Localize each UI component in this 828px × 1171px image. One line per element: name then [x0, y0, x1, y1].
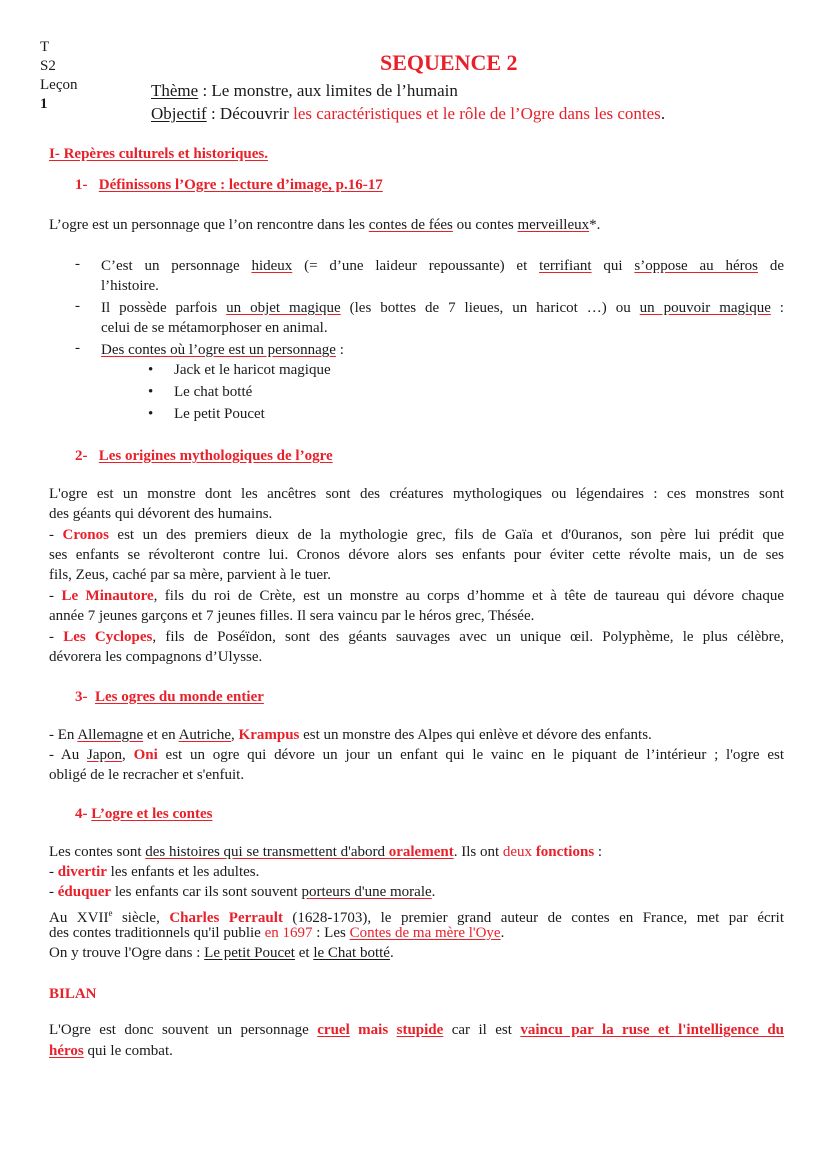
tales-line-3	[49, 882, 784, 903]
objective-line	[151, 103, 665, 125]
section-heading: I- Repères culturels et historiques.	[49, 146, 269, 162]
text: est un ogre qui dévore un jour un enfant qui le vainc en le piquant de l’intérieur ; l'ogre est	[157, 747, 785, 763]
highlight: terrifiant	[539, 258, 592, 274]
text: , fils de Poséïdon, sont des géants sauvages avec un unique œil. Polyphème, le plus célèbre,	[152, 629, 785, 645]
text: .	[500, 925, 505, 941]
keyword: mais	[349, 1022, 397, 1038]
paragraph-line: dévorera les compagnons d’Ulysse.	[49, 649, 263, 665]
keyword: Cronos	[62, 527, 109, 543]
keyword: fonctions	[535, 844, 595, 860]
subsection-2-heading	[75, 448, 333, 465]
keyword: divertir	[57, 864, 107, 880]
tale-title: Le petit Poucet	[204, 945, 295, 961]
text: , fils du roi de Crète, est un monstre au corps d’homme et à tête de taureau qui dévore chaque	[153, 588, 784, 604]
highlight: des histoires qui se transmettent d'abord	[145, 844, 389, 860]
intro-paragraph	[49, 215, 784, 236]
dash-item-2-cont: celui de se métamorphoser en animal.	[101, 320, 328, 336]
keyword: Oni	[133, 747, 158, 763]
text: de	[758, 258, 784, 274]
dash-marker: -	[75, 256, 80, 272]
subsection-1-heading	[75, 177, 383, 194]
bilan-heading: BILAN	[49, 986, 97, 1002]
paragraph-line: L'ogre est un monstre dont les ancêtres sont des créatures mythologiques ou légendaires : ces monstres sont	[49, 486, 784, 502]
subsection-number: 2-	[75, 448, 88, 464]
corner-line-lecon: Leçon	[40, 77, 78, 93]
keyword: vaincu par la ruse et l'intelligence du	[520, 1022, 785, 1038]
text: les enfants et les adultes.	[106, 864, 260, 880]
tales-line-2	[49, 862, 784, 883]
paragraph-line: obligé de le recracher et s'enfuit.	[49, 767, 245, 783]
text: C’est un personnage	[101, 258, 252, 274]
bilan-line-2	[49, 1041, 784, 1062]
text: L’ogre est un personnage que l’on rencontre dans les	[49, 217, 369, 233]
tales-line-6	[49, 943, 784, 964]
paragraph-line: fils, Zeus, caché par sa mère, parvient à le tuer.	[49, 567, 331, 583]
text: est un des premiers dieux de la mythologie grec, fils de Gaïa et d'0uranos, son père lui prédit que	[108, 527, 784, 543]
highlight: contes de fées	[368, 217, 453, 233]
highlight: porteurs d'une morale	[301, 884, 432, 900]
text: Il possède parfois	[101, 300, 227, 316]
text: - Au	[49, 747, 88, 763]
theme-value: : Le monstre, aux limites de l’humain	[198, 81, 458, 100]
subsection-title: Les ogres du monde entier	[95, 689, 264, 705]
keyword: Krampus	[238, 727, 300, 743]
keyword: Le Minautore	[61, 588, 154, 604]
highlight: hideux	[251, 258, 293, 274]
highlight: Allemagne	[77, 727, 144, 743]
subsection-title: Les origines mythologiques de l’ogre	[98, 448, 333, 464]
subsection-3-heading	[75, 689, 264, 706]
text: et en	[143, 727, 179, 743]
text: .	[389, 945, 394, 961]
tale-title: Jack et le haricot magique	[174, 362, 331, 378]
cyclops-paragraph: - Les Cyclopes, fils de Poséïdon, sont des géants sauvages avec un unique œil. Polyphème, le plus célèbre,	[49, 629, 785, 645]
text: : Les	[312, 925, 350, 941]
corner-line-t: T	[40, 39, 50, 55]
minotaur-paragraph: - Le Minautore, fils du roi de Crète, est un monstre au corps d’homme et à tête de taureau qui dévore chaque	[49, 588, 784, 604]
lesson-corner-label	[40, 38, 77, 114]
highlight: Japon	[87, 747, 123, 763]
world-ogres-line-2	[49, 745, 784, 766]
tale-list-item	[148, 384, 252, 401]
text: les enfants car ils sont souvent	[111, 884, 302, 900]
keyword: héros	[49, 1043, 84, 1059]
text: siècle,	[112, 910, 170, 926]
text: ,	[122, 747, 134, 763]
dash-item-1	[101, 256, 784, 277]
page-title: SEQUENCE 2	[380, 50, 518, 75]
subsection-title: L’ogre et les contes	[91, 806, 213, 822]
subsection-number: 3-	[75, 689, 88, 705]
keyword: éduquer	[57, 884, 112, 900]
text: et	[294, 945, 314, 961]
keyword: stupide	[396, 1022, 444, 1038]
subsection-number: 1-	[75, 177, 88, 193]
objective-prefix: : Découvrir	[206, 104, 294, 123]
keyword: oralement	[388, 844, 454, 860]
text: - En	[49, 727, 78, 743]
paragraph-line: ses enfants se révolteront contre lui. Cronos dévore alors ses enfants pour éviter cette révolte mais, un de ses	[49, 547, 784, 563]
corner-line-number: 1	[40, 96, 48, 112]
subsection-title: Définissons l’Ogre : lecture d’image, p.16-17	[98, 177, 383, 193]
dash-item-2	[101, 298, 784, 319]
cronos-paragraph: - Cronos est un des premiers dieux de la mythologie grec, fils de Gaïa et d'0uranos, son père lui prédit que	[49, 527, 784, 543]
tales-line-5	[49, 923, 784, 944]
tales-line-1	[49, 842, 784, 863]
text: .	[431, 884, 436, 900]
highlight: Des contes où l’ogre est un personnage	[101, 342, 336, 358]
paragraph-line: des géants qui dévorent des humains.	[49, 506, 273, 522]
dash-marker: -	[75, 340, 80, 356]
highlight: s’oppose au héros	[634, 258, 758, 274]
text: Au XVII	[49, 910, 109, 926]
subsection-number: 4-	[75, 806, 88, 822]
text: qui	[591, 258, 635, 274]
bilan-line-1	[49, 1020, 784, 1041]
text: ,	[231, 727, 239, 743]
text: . Ils ont	[453, 844, 503, 860]
highlight: un pouvoir magique	[639, 300, 771, 316]
paragraph-line: année 7 jeunes garçons et 7 jeunes filles. Il sera vaincu par le héros grec, Thésée.	[49, 608, 535, 624]
text: L'Ogre est donc souvent un personnage	[49, 1022, 318, 1038]
tale-list-item	[148, 362, 331, 379]
tale-title: Le petit Poucet	[174, 406, 265, 422]
book-title: Contes de ma mère l'Oye	[349, 925, 501, 941]
tale-title: le Chat botté	[313, 945, 390, 961]
highlight: Autriche	[178, 727, 232, 743]
text: (les bottes de 7 lieues, un haricot …) ou	[340, 300, 640, 316]
text: On y trouve l'Ogre dans :	[49, 945, 205, 961]
text: (1628-1703), le premier grand auteur de contes en France, met par écrit	[282, 910, 784, 926]
text: *.	[589, 217, 601, 233]
text: :	[594, 844, 603, 860]
keyword: Charles Perrault	[169, 910, 283, 926]
text: est un monstre des Alpes qui enlève et dévore des enfants.	[299, 727, 652, 743]
highlight: un objet magique	[226, 300, 341, 316]
tale-title: Le chat botté	[174, 384, 253, 400]
objective-label: Objectif	[151, 104, 207, 123]
highlight: deux	[502, 844, 533, 860]
theme-line	[151, 80, 458, 102]
highlight: merveilleux	[517, 217, 590, 233]
text: :	[770, 300, 784, 316]
text: (= d’une laideur repoussante) et	[292, 258, 540, 274]
dash-item-1-cont: l’histoire.	[101, 278, 159, 294]
objective-value: les caractéristiques et le rôle de l’Ogre dans les contes	[293, 104, 661, 123]
theme-label: Thème	[151, 81, 199, 100]
text: car il est	[443, 1022, 521, 1038]
tale-list-item	[148, 406, 265, 423]
text: ou contes	[452, 217, 518, 233]
keyword: Les Cyclopes	[63, 629, 153, 645]
corner-line-s2: S2	[40, 58, 56, 74]
world-ogres-line-1	[49, 725, 784, 746]
superscript: e	[108, 908, 113, 918]
text: des contes traditionnels qu'il publie	[49, 925, 265, 941]
text: -	[49, 864, 58, 880]
subsection-4-heading	[75, 806, 212, 823]
objective-end: .	[660, 104, 666, 123]
text: :	[335, 342, 344, 358]
text: qui le combat.	[83, 1043, 173, 1059]
text: -	[49, 884, 58, 900]
dash-marker: -	[75, 298, 80, 314]
highlight: en 1697	[264, 925, 313, 941]
keyword: cruel	[317, 1022, 350, 1038]
dash-item-3	[101, 340, 828, 361]
text: Les contes sont	[49, 844, 146, 860]
